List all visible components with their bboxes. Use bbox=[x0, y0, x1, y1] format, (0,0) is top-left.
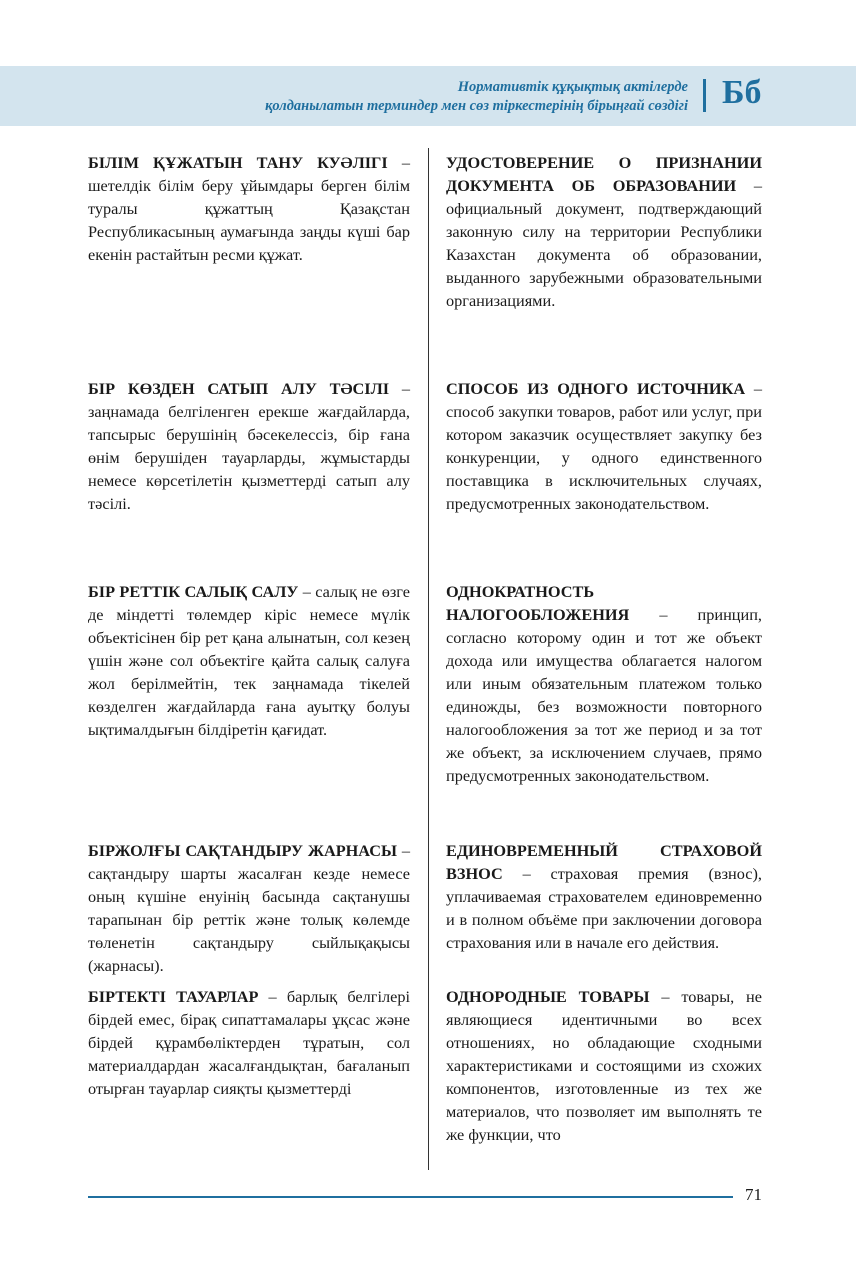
entry-ru-4 bbox=[446, 839, 762, 954]
entry-definition: – страховая премия (взнос), уплачиваемая страхователем единовременно и в полном объёме при заключении договора страхования или в начале его действия. bbox=[446, 864, 762, 952]
entry-kz-4 bbox=[88, 839, 410, 977]
entry-definition: – официальный документ, подтверждающий законную силу на территории Республики Казахстан документа об образовании, выданного зарубежными образовательными организациями. bbox=[446, 176, 762, 310]
footer-rule bbox=[88, 1196, 733, 1198]
entry-definition: – способ закупки товаров, работ или услуг, при котором заказчик осуществляет закупку без конкуренции, у одного единственного поставщика в исключительных случаях, предусмотренных законодательством. bbox=[446, 379, 762, 513]
entry-definition: – товары, не являющиеся идентичными во всех отношениях, но обладающие сходными характеристиками и состоящими из схожих компонентов, изготовленные из тех же материалов, что позволяет им выполнять те же функции, что bbox=[446, 987, 762, 1144]
entry-term: БІЛІМ ҚҰЖАТЫН ТАНУ КУӘЛІГІ bbox=[88, 153, 388, 172]
entry-term: ОДНОКРАТНОСТЬ НАЛОГООБЛОЖЕНИЯ bbox=[446, 582, 630, 624]
header-line-1: Нормативтік құқықтық актілерде bbox=[457, 79, 688, 95]
entry-ru-3 bbox=[446, 580, 762, 787]
entry-definition: – шетелдік білім беру ұйымдары берген білім туралы құжаттың Қазақстан Республикасының аумағында заңды күші бар екенін растайтын ресми құжат. bbox=[88, 153, 410, 264]
entry-term: ОДНОРОДНЫЕ ТОВАРЫ bbox=[446, 987, 650, 1006]
entry-definition: – барлық белгілері бірдей емес, бірақ сипаттамалары ұқсас және бірдей құрамбөліктерден тұратын, сол материалдардан жасалғандықтан, бағаланып отырған тауарлар сияқты қызметтерді bbox=[88, 987, 410, 1098]
section-letter: Бб bbox=[722, 74, 762, 111]
entry-definition: – салық не өзге де міндетті төлемдер кіріс немесе мүлік объектісінен бір рет қана алынатын, сол кезең үшін және сол объектіге қайта салық салуға жол берілмейтін, тек заңнамада тікелей көзделген жағдайларда ғана ауытқу болуы ықтималдығын білдіретін қағидат. bbox=[88, 582, 410, 739]
entry-ru-1 bbox=[446, 151, 762, 312]
entry-kz-2 bbox=[88, 377, 410, 515]
entry-definition: – заңнамада белгіленген ерекше жағдайларда, тапсырыс берушінің бәсекелессіз, бір ғана өнім берушіден тауарларды, жұмыстарды немесе көрсетілетін қызметтерді сатып алу тәсілі. bbox=[88, 379, 410, 513]
entry-ru-5 bbox=[446, 985, 762, 1146]
entry-kz-5 bbox=[88, 985, 410, 1100]
entry-term: БІРТЕКТІ ТАУАРЛАР bbox=[88, 987, 259, 1006]
header-separator bbox=[703, 79, 706, 112]
entry-term: ЕДИНОВРЕМЕННЫЙ СТРАХОВОЙ ВЗНОС bbox=[446, 841, 762, 883]
entry-definition: – принцип, согласно которому один и тот же объект дохода или имущества облагается налогом или иным обязательным платежом только единожды, без возможности повторного налогообложения за тот же период и за тот же объект, за исключением случаев, прямо предусмотренных законодательством. bbox=[446, 605, 762, 785]
entry-definition: – сақтандыру шарты жасалған кезде немесе оның күшіне енуінің басында сақтанушы тарапынан бір реттік және толық көлемде төленетін сақтандыру сыйлықақысы (жарнасы). bbox=[88, 841, 411, 975]
entry-term: БІР КӨЗДЕН САТЫП АЛУ ТӘСІЛІ bbox=[88, 379, 390, 398]
entry-term: БІР РЕТТІК САЛЫҚ САЛУ bbox=[88, 582, 299, 601]
entry-term: УДОСТОВЕРЕНИЕ О ПРИЗНАНИИ ДОКУМЕНТА ОБ ОБРАЗОВАНИИ bbox=[446, 153, 762, 195]
header-line-2: қолданылатын терминдер мен сөз тіркестерінің бірыңғай сөздігі bbox=[265, 98, 688, 114]
column-divider bbox=[428, 148, 429, 1170]
entry-kz-1 bbox=[88, 151, 410, 266]
entry-term: БІРЖОЛҒЫ САҚТАНДЫРУ ЖАРНАСЫ bbox=[88, 841, 398, 860]
entry-kz-3 bbox=[88, 580, 410, 741]
entry-ru-2 bbox=[446, 377, 762, 515]
page-number: 71 bbox=[745, 1185, 762, 1204]
entry-term: СПОСОБ ИЗ ОДНОГО ИСТОЧНИКА bbox=[446, 379, 746, 398]
running-header bbox=[265, 78, 688, 116]
